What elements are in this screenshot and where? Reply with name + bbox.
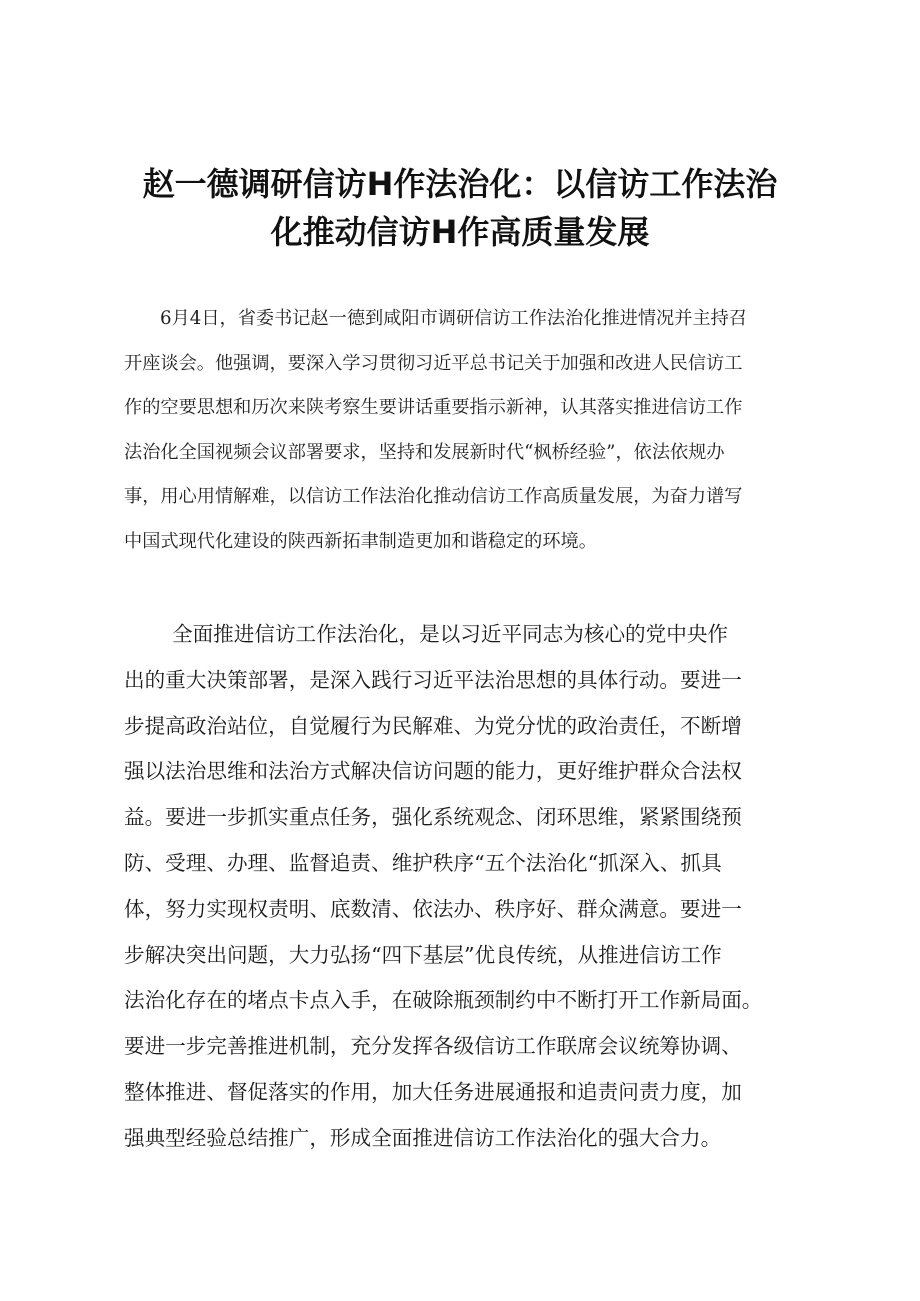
title-line: 赵一德调研信访H作法治化：以信访工作法治 (142, 165, 778, 203)
text-line: 益。要进一步抓实重点任务，强化系统观念、闭环思维，紧紧围绕预 (124, 805, 742, 830)
paragraph-intro (124, 297, 814, 564)
text-line: 步解决突出问题，大力弘扬“四下基层”优良传统，从推进信访工作 (124, 942, 722, 967)
document-title (140, 160, 780, 256)
text-line: 中国式现代化建设的陕西新拓聿制造更加和谐稳定的环境。 (124, 530, 597, 552)
text-line: 步提高政治站位，自觉履行为民解难、为党分忧的政治责任，不断增 (124, 713, 742, 738)
text-line: 要进一步完善推进机制，充分发挥各级信访工作联席会议统筹协调、 (124, 1034, 742, 1059)
title-line: 化推动信访H作高质量发展 (270, 213, 650, 251)
text-line: 防、受理、办理、监督追责、维护秩序“五个法治化“抓深入、抓具 (124, 850, 722, 875)
text-line: 开座谈会。他强调，要深入学习贯彻习近平总书记关于加强和改进人民信访工 (124, 352, 743, 374)
text-line: 6月4日，省委书记赵一德到咸阳市调研信访工作法治化推进情况并主持召 (160, 308, 747, 329)
paragraph-body (124, 612, 824, 1162)
text-line: 作的空要思想和历次来陕考察生要讲话重要指示新神，认其落实推进信访工作 (124, 397, 743, 418)
text-line: 法治化全国视频会议部署要求，坚持和发展新时代“枫桥经验”，依法依规办 (124, 441, 725, 463)
text-line: 出的重大决策部署，是深入践行习近平法治思想的具体行动。要进一 (124, 667, 742, 692)
text-line: 强典型经验总结推广，形成全面推进信访工作法治化的强大合力。 (124, 1125, 722, 1150)
text-line: 体，努力实现权责明、底数清、依法办、秩序好、群众满意。要进一 (124, 896, 742, 921)
text-line: 全面推进信访工作法治化，是以习近平同志为核心的党中央作 (172, 622, 729, 646)
text-line: 法治化存在的堵点卡点入手，在破除瓶颈制约中不断打开工作新局面。 (124, 988, 763, 1013)
text-line: 整体推进、督促落实的作用，加大任务进展通报和追责问责力度，加 (124, 1079, 742, 1104)
text-line: 强以法治思维和法治方式解决信访问题的能力，更好维护群众合法权 (124, 759, 742, 784)
text-line: 事，用心用情解难，以信访工作法治化推动信访工作高质量发展，为奋力谱写 (124, 486, 743, 507)
